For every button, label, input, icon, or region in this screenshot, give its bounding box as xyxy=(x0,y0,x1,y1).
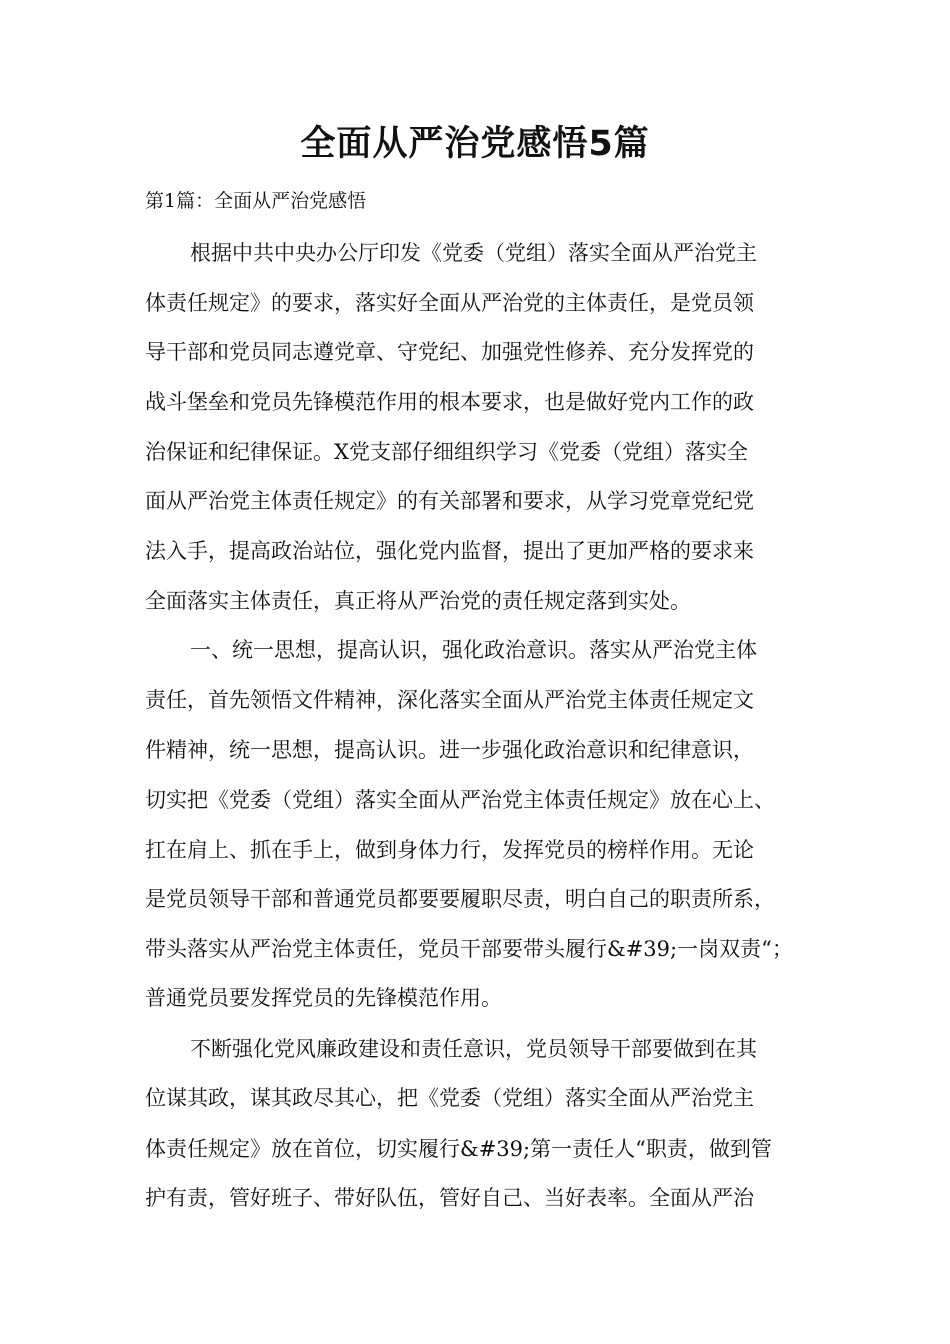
paragraph-line: 护有责，管好班子、带好队伍，管好自己、当好表率。全面从严治 xyxy=(145,1186,754,1210)
paragraph-line: 带头落实从严治党主体责任，党员干部要带头履行&#39;一岗双责“； xyxy=(145,937,793,961)
paragraph-line: 普通党员要发挥党员的先锋模范作用。 xyxy=(145,986,502,1010)
paragraph-line: 治保证和纪律保证。X党支部仔细组织学习《党委（党组）落实全 xyxy=(145,440,748,464)
document-subtitle: 第1篇：全面从严治党感悟 xyxy=(145,190,367,212)
paragraph-line: 是党员领导干部和普通党员都要要履职尽责，明白自己的职责所系， xyxy=(145,887,775,911)
paragraph-line: 责任，首先领悟文件精神，深化落实全面从严治党主体责任规定文 xyxy=(145,688,754,712)
document-title: 全面从严治党感悟5篇 xyxy=(300,124,650,164)
paragraph-line: 一、统一思想，提高认识，强化政治意识。落实从严治党主体 xyxy=(190,638,757,662)
paragraph-line: 面从严治党主体责任规定》的有关部署和要求，从学习党章党纪党 xyxy=(145,489,754,513)
paragraph-line: 扛在肩上、抓在手上，做到身体力行，发挥党员的榜样作用。无论 xyxy=(145,838,754,862)
paragraph-line: 战斗堡垒和党员先锋模范作用的根本要求，也是做好党内工作的政 xyxy=(145,390,754,414)
paragraph-line: 不断强化党风廉政建设和责任意识，党员领导干部要做到在其 xyxy=(190,1037,757,1061)
paragraph-line: 法入手，提高政治站位，强化党内监督，提出了更加严格的要求来 xyxy=(145,539,754,563)
paragraph-line: 全面落实主体责任，真正将从严治党的责任规定落到实处。 xyxy=(145,589,691,613)
paragraph-line: 根据中共中央办公厅印发《党委（党组）落实全面从严治党主 xyxy=(190,241,757,265)
paragraph-line: 导干部和党员同志遵党章、守党纪、加强党性修养、充分发挥党的 xyxy=(145,340,754,364)
paragraph-line: 体责任规定》的要求，落实好全面从严治党的主体责任，是党员领 xyxy=(145,291,754,315)
paragraph-line: 件精神，统一思想，提高认识。进一步强化政治意识和纪律意识， xyxy=(145,738,754,762)
paragraph-line: 切实把《党委（党组）落实全面从严治党主体责任规定》放在心上、 xyxy=(145,788,775,812)
paragraph-line: 体责任规定》放在首位，切实履行&#39;第一责任人“职责，做到管 xyxy=(145,1137,772,1161)
paragraph-line: 位谋其政，谋其政尽其心，把《党委（党组）落实全面从严治党主 xyxy=(145,1086,754,1110)
